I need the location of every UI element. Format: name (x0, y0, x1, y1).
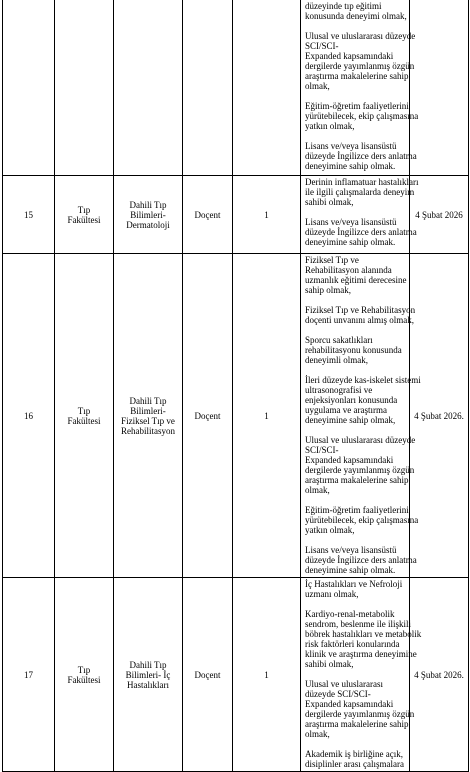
criteria-paragraph (305, 101, 419, 131)
criteria-cell (301, 578, 422, 772)
department-cell-line: Fiziksel Tıp ve (121, 415, 175, 426)
criteria-line: düzeyde İngilizce ders anlatma (305, 227, 417, 237)
criteria-paragraph (305, 31, 416, 91)
criteria-line: deneyimli olmak, (305, 355, 368, 365)
table-row (3, 254, 469, 578)
faculty-cell-line: Tıp (77, 664, 91, 675)
criteria-line: ile ilgili çalışmalarda deneyim (305, 187, 415, 197)
table-row (3, 176, 469, 254)
criteria-paragraph (305, 579, 406, 599)
criteria-line: Eğitim-öğretim faaliyetlerini (305, 101, 409, 111)
criteria-line: Kardiyo-renal-metabolik (305, 609, 395, 619)
table-row (3, 0, 469, 176)
faculty-cell (55, 176, 114, 254)
table-row (3, 578, 469, 772)
title-cell (183, 0, 233, 176)
criteria-line: Ulusal ve uluslararası düzeyde (305, 31, 416, 41)
criteria-paragraph (305, 505, 419, 535)
criteria-line: Ulusal ve uluslararası düzeyde (305, 435, 416, 445)
criteria-line: Fiziksel Tıp ve (305, 255, 359, 265)
criteria-paragraph (305, 305, 416, 325)
criteria-line: İleri düzeyde kas-iskelet sistemi (305, 375, 421, 385)
department-cell-line: Rehabilitasyon (121, 425, 175, 436)
criteria-line: Fiziksel Tıp ve Rehabilitasyon (305, 305, 416, 315)
criteria-line: olmak, (305, 81, 330, 91)
faculty-cell-line: Tıp (77, 405, 91, 416)
criteria-line: dergilerde yayımlanmış özgün (305, 61, 415, 71)
criteria-line: Expanded kapsamındaki (305, 51, 394, 61)
faculty-cell (55, 0, 114, 176)
criteria-line: Akademik iş birliğine açık, (305, 749, 403, 759)
criteria-line: böbrek hastalıkları ve metabolik (305, 629, 422, 639)
criteria-line: risk faktörleri konularında (305, 639, 400, 649)
criteria-line: Lisans ve/veya lisansüstü (305, 141, 397, 151)
department-cell-line: Hastalıkları (127, 679, 169, 690)
faculty-cell-line: Tıp (77, 204, 91, 215)
criteria-line: ultrasonografisi ve (305, 385, 373, 395)
criteria-line: doçenti unvanını almış olmak, (305, 315, 414, 325)
row-number (3, 0, 55, 176)
department-cell-line: Bilimleri- (130, 209, 166, 220)
positions-table (2, 0, 469, 772)
criteria-paragraph (305, 375, 421, 425)
criteria-line: SCI/SCI- (305, 445, 339, 455)
criteria-line: Lisans ve/veya lisansüstü (305, 217, 397, 227)
criteria-line: Sporcu sakatlıkları (305, 335, 373, 345)
criteria-line: deneyimine sahip olmak. (305, 161, 396, 171)
criteria-line: dergilerde yayımlanmış özgün (305, 465, 415, 475)
criteria-line: uygulama ve araştırma (305, 405, 387, 415)
criteria-cell (301, 176, 419, 254)
department-cell-line: Bilimleri- İç (125, 669, 171, 680)
department-cell-line: Dermatoloji (126, 219, 170, 230)
criteria-line: rehabilitasyonu konusunda (305, 345, 402, 355)
count-cell (233, 0, 301, 176)
department-cell (114, 254, 183, 578)
faculty-cell (55, 254, 114, 578)
criteria-line: Lisans ve/veya lisansüstü (305, 545, 397, 555)
criteria-line: klinik ve araştırma deneyimine (305, 649, 417, 659)
criteria-line: Derinin inflamatuar hastalıkları (305, 177, 419, 187)
criteria-line: uzmanlık eğitimi derecesine (305, 275, 407, 285)
department-cell-line: Bilimleri- (130, 405, 166, 416)
criteria-line: disiplinler arası çalışmalara (305, 759, 404, 769)
criteria-line: düzeyde İngilizce ders anlatma (305, 151, 417, 161)
criteria-line: konusunda deneyimi olmak, (305, 11, 407, 21)
criteria-line: olmak, (305, 729, 330, 739)
department-cell (114, 0, 183, 176)
count-cell: 1 (233, 578, 301, 772)
criteria-paragraph (305, 609, 422, 669)
row-number: 16 (3, 254, 55, 578)
criteria-line: yürütebilecek, ekip çalışmasına (305, 515, 419, 525)
criteria-line: sahibi olmak, (305, 659, 354, 669)
criteria-paragraph (305, 1, 406, 21)
deadline-cell (410, 0, 469, 176)
criteria-paragraph (305, 217, 417, 247)
deadline-cell: 4 Şubat 2026. (410, 254, 469, 578)
criteria-line: deneyimine sahip olmak. (305, 565, 396, 575)
title-cell: Doçent (183, 578, 233, 772)
count-cell: 1 (233, 176, 301, 254)
deadline-cell: 4 Şubat 2026. (410, 578, 469, 772)
criteria-line: sendrom, beslenme ile ilişkili (305, 619, 411, 629)
criteria-cell (301, 0, 419, 176)
row-number: 17 (3, 578, 55, 772)
faculty-cell-line: Fakültesi (67, 214, 101, 225)
criteria-line: deneyimine sahip olmak, (305, 415, 396, 425)
department-cell (114, 578, 183, 772)
criteria-line: Expanded kapsamındaki (305, 455, 394, 465)
criteria-line: SCI/SCI- (305, 41, 339, 51)
criteria-line: dergilerde yayımlanmış özgün (305, 709, 415, 719)
criteria-line: İç Hastalıkları ve Nefroloji (305, 579, 403, 589)
criteria-paragraph (305, 177, 419, 207)
criteria-line: araştırma makalelerine sahip (305, 71, 409, 81)
criteria-line: Ulusal ve uluslararası (305, 679, 383, 689)
criteria-line: araştırma makalelerine sahip (305, 719, 409, 729)
department-cell-line: Dahili Tıp (129, 199, 167, 210)
criteria-line: araştırma makalelerine sahip (305, 475, 409, 485)
title-cell: Doçent (183, 254, 233, 578)
count-cell: 1 (233, 254, 301, 578)
criteria-line: yürütebilecek, ekip çalışmasına (305, 111, 419, 121)
criteria-line: enjeksiyonları konusunda (305, 395, 398, 405)
faculty-cell (55, 578, 114, 772)
criteria-paragraph (305, 435, 416, 495)
criteria-cell (301, 254, 421, 578)
criteria-line: Expanded kapsamındaki (305, 699, 394, 709)
criteria-paragraph (305, 255, 406, 295)
criteria-paragraph (305, 749, 406, 769)
faculty-cell-line: Fakültesi (67, 674, 101, 685)
criteria-line: yatkın olmak, (305, 525, 355, 535)
criteria-line: deneyimine sahip olmak. (305, 237, 396, 247)
criteria-line: düzeyde SCI/SCI- (305, 689, 371, 699)
criteria-paragraph (305, 141, 417, 171)
criteria-line: yatkın olmak, (305, 121, 355, 131)
row-number: 15 (3, 176, 55, 254)
criteria-line: sahibi olmak, (305, 197, 354, 207)
criteria-line: düzeyde İngilizce ders anlatma (305, 555, 417, 565)
criteria-line: uzmanı olmak, (305, 589, 359, 599)
criteria-paragraph (305, 679, 415, 739)
criteria-paragraph (305, 335, 406, 365)
department-cell (114, 176, 183, 254)
criteria-line: Rehabilitasyon alanında (305, 265, 392, 275)
criteria-line: Eğitim-öğretim faaliyetlerini (305, 505, 409, 515)
faculty-cell-line: Fakültesi (67, 415, 101, 426)
deadline-cell: 4 Şubat 2026 (410, 176, 469, 254)
department-cell-line: Dahili Tıp (129, 659, 167, 670)
criteria-line: olmak, (305, 485, 330, 495)
criteria-paragraph (305, 545, 417, 575)
criteria-line: düzeyinde tıp eğitimi (305, 1, 382, 11)
title-cell: Doçent (183, 176, 233, 254)
criteria-line: sahip olmak, (305, 285, 351, 295)
department-cell-line: Dahili Tıp (129, 395, 167, 406)
